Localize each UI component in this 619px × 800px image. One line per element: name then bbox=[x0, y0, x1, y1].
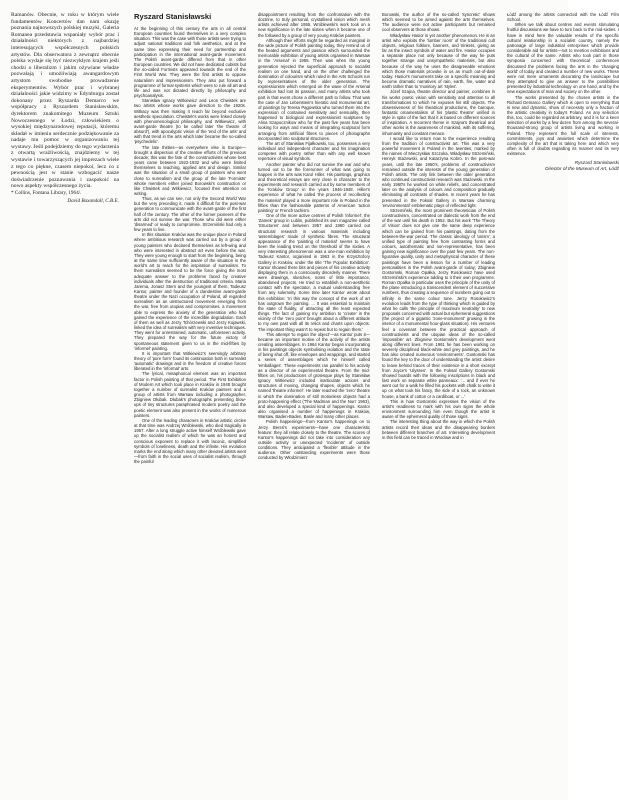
paragraph: One of the more active centres of Polish 'informel', the 'Zamek' group in Lublin, published its own magazine called 'Structures' and between 1957 and 1960 carried out structural research in various materials including 'assemblages' made of synthetic fibres. The structural appearance of the 'painting of material' seems to have been the leading trend on the threshold of the sixties. A very interesting phenomenon was a one-man exhibition by Tadeusz Kantor, organised in 1963 in the Krzysztofory Gallery in Kraków, under the title 'The Popular Exhibition'. Kantor showed there bits and pieces of his creative activity displaying them in a consciously disorderly manner. There were drawings, sketches, notes of little importance, abandoned projects. He tried to establish a non-aesthetic contact with the spectator, a mutual understanding free from any solemnity. Some time later Kantor wrote about this exhibition: 'In this way the concept of the work of art has outgrown the painting. ... It was essential to maintain the state of fluidity, of attracting all the least expected things. The fact of gaining my ambition to 'create' in the vicinity of the 'zero point' brought about a different attitude to my own past with all its relics and charts upon objects. The important thing wasn't to repeat but to regain them.' bbox=[258, 213, 370, 332]
paragraph: The interesting thing about the way in which the Polish artists record their ideas and the disappearing borders between different branches of art. Interesting development in this field can be traced in Wrocław and in bbox=[382, 419, 495, 440]
paragraph: Borowski, the author of the so-called 'syncretic' shows which seemed to be aimed against the arts themselves. The audience were not active participants but remained cool observers at those shows. bbox=[382, 12, 495, 33]
paragraph: At the beginning of this century the arts in all central European countries found themselves in a very complex situation. This was the case with those artists were trying to adjust national traditions and folk aesthetics, and at the same time expressing their need for partnership and participation in the international avant-garde movement. The Polish avant-garde differed from that in other European countries. We did not have dedicated cubists but the so-called Formists appeared towards the end of the First World War. They were the first artists to oppose naturalism and impressionism. They also put forward a programme of formal systems which were to rule all art and life and was not dictated directly by philosophy and psychoanalysis. bbox=[134, 26, 246, 99]
paragraph: Józef Szajna, theatre director and painter, combines in his works poetic vision with sensitivity and attention to all transformations to which he exposes his still objects. The obsessiveness of his theatrical productions, the baroque, fantastic ornamentalism of his 'plastic theatre' unified in style in spite of the fact that it is based on different sources of inspiration. A recurrent theme in Szajna's theatrical and other works is the awareness of mankind, with its suffering, inhumanity and constant menace. bbox=[382, 89, 495, 136]
paragraph: This is how Gostomski expresses the vision of the artist's readiness to mark with his own signs the whole environment surrounding him even though the artist is aware of the ephemeral quality of those signs. bbox=[382, 398, 495, 420]
column-3 bbox=[258, 12, 370, 461]
paragraph: Although their efforts might be regarded as marginal in the wide picture of Polish painting today, they remind us of the heated arguments and passion which surrounded the memorable exhibition of young artists organised in Warsaw in the 'Arsenal' in 1955. Then was when the young generation rejected the superficial approach to socialist realism on one hand, and on the other challenged the domination of colourism which ruled in the Arts Schools run by representatives of the older generation. The expressionism which emerged on the wave of the Arsenal exhibition had lost its passion, and many artists who took part in that event chose a different path to follow. That was the case of Jan Lebenstein's hieratic and monumental art, of paintings by Teresa Pągowska who turned them into the expression of contained sensitivity and sensuality, then happened to biological and expressionist sculptures by Alina Szapocznikow who for the past five years has been looking for ways and means of integrating sculptural form arranging from artificial fibres to pieces of photographs incorporated into sculptural structures. bbox=[258, 37, 370, 141]
author-heading: Ryszard Stanisławski bbox=[134, 12, 212, 21]
signature-block bbox=[507, 160, 619, 171]
paragraph: Stanisław Ignacy Witkiewicz and Leon Chwistek are two artists whose works gave direction to the 1920s. Witkacy was then making it reach far beyond exclusive aesthetic speculation. Chwistek's works were linked closely with phenomenological philosophy, and Witkiewicz, with avant-garde theatre (to be called later 'the theatre of absurd'), with apocalyptic vision of the 'end of the arts' and with that trend in the arts which later became the so-called 'psychedelic'. bbox=[134, 98, 246, 145]
column-polish bbox=[11, 12, 119, 204]
column-2 bbox=[134, 12, 246, 464]
paragraph: disappointment resulting from the confrontation with the doctrine, to truly personal, crystallised vision which mesh artists achieved after 1955. Wróblewski's work took on a new significance in the late sixties when it became one of the followed by a group of very young Kraków painters. bbox=[258, 12, 370, 38]
paragraph: It is important that Witkiewicz's seemingly arbitrary theory of 'pure form' found its continuation both in surrealist 'automatic' drawings and in the freedom of creative forces liberated in the 'informal' arts. bbox=[134, 350, 246, 372]
paragraph: Another painter who did not survive the war and who turned out to be the forerunner of what was going to happen in the arts was Karol Hiller. His paintings, graphics and theoretical essays are very close in character to the experiments and research carried out by some members of the 'Kraków Group' in the years 1946-1948. Hiller's experience of what he called 'the process of recollecting the material' played a more important role in Poland in the fifties than the fashionable patterns of American 'action painting' or French tachism. bbox=[258, 161, 370, 213]
signature-baxandall: David Baxandall, C.B.E. bbox=[67, 198, 119, 205]
paragraph: I would like to return now to the experience resulting from the tradition of constructivist art. This was a very powerful movement in Poland in the twenties, marked by the names of Mieczysław Szczuka, Władysław Strzemiński, Henryk Stażewski, and Katarzyna Kobro. In the post-war years, until the late 1950's, problems of constructivism remained outside the interests of the young generation of Polish artists. The only link between the older generation who continued constructivist research was Stażewski. In the early 1960's he worked on white reliefs, and concentrated later on the analysis of colours and composition gradually eliminating all contrasts of shades. In recent years he has presented in the Foksal Gallery in Warsaw charming 'environmental' emblematic plays of reflected light. bbox=[382, 135, 495, 208]
column-5 bbox=[507, 12, 619, 172]
paragraph: One of the leading characters in Kraków artistic circles at that time was Andrzej Wróblewski, who died tragically in 1957. After a long struggle active himself Wróblewski gave up the socialist realism of which he was an honest and conscious exponent to replace it with laconic, simplified symbols of loneliness, death and the infinite. His evolution marks the end along which many other devoted artists went—from faith in the social uses of socialist realism, through the painful bbox=[134, 417, 246, 465]
paragraph: The late thirties—as everywhere else in Europe—brought a dispersion of the creative efforts of the previous decade; this was the fate of the constructivists whose best years came between 1922-1932 and who were limited themselves to teaching, applied arts and design. Similar was the situation of a small group of painters who went close to surrealism and the group of the late 'Formists' whose members either joined Borowski's construction or like Chwistek and Witkiewicz, focused their attention on writing. bbox=[134, 144, 246, 196]
paragraph: In this situation Kraków was the unique place in Poland where ambitious research was carried out by a group of young painters who declared themselves as left-wing and who were interested in abstract art even before the war. They were young enough to start from the beginning, being at the same time sufficiently aware of the situation in the world's art to reach for the inspiration of surrealism. To them surrealism seemed to be the force giving the most adequate answer to the problems faced by creative individuals after the destruction of traditional criteria. Maria Jarema, Jonasz Stern and the youngest of them, Tadeusz Kantor, painter and founder of a clandestine avant-garde theatre under the Nazi occupation of Poland, all regarded surrealism as an unstructured movement emerging from the war, free from utopias and compromises, a movement able to express the anxiety of the generation who had gained the experience of the incredible degradation. Each of them as well as Jerzy Tchórzewski and Jerzy Kujawski, linked the idea of surrealism with very inventive techniques. They went for unrestrained, automatic, unforeseen activity. They prepared the way for the future victory of spontaneous statement given to us in the mid-fifties by 'informel' painting. bbox=[134, 232, 246, 351]
paragraph: The art of Stanisław Fijałkowski, too, possesses a very individual and independent character and his imagination competes with poetry rather than with any well known repertoire of visual symbols. bbox=[258, 140, 370, 162]
quote-source: * Collins, Fontana Library, 1964/. bbox=[11, 190, 82, 197]
column-4 bbox=[382, 12, 495, 440]
paragraph: Łódź among the artists connected with the Łódź Film School. bbox=[507, 12, 619, 23]
paragraph: The lyrical, metaphorical element was an important factor in Polish painting of that period. The First Exhibition of Modern Art which took place in Kraków in 1948 brought together a number of surrealist Kraków painters and a group of artists from Warsaw including a photographer, Zbigniew Dłubak. Dłubak's photographs presenting blow-ups of tiny structures paraphrased modern poetry and the poetic element was also present in the works of numerous painters. bbox=[134, 371, 246, 418]
polish-paragraph: Ramanów. Obecnie, w roku w którym wiele fundamentów Koncertów dan nam okazję poznania najnowszych polskiej muzyki, Galeria Romanea przedstawia wspaniały wybór prac i działalności niektórych z najbardziej interesujących współczesnych polskich artystów. Dla obserwatora z zewnątrz obecnie polska wydaje się być niezwykłym krajem jeśli chodzi o liberalizm i jakim ożywiane władze pozwalają i umożliwiają awangardowym artystom swobodne prowadzenie eksperymentów. Wybór prac i wybranej działalności jakie widzimy w Edynburgu został dokonany przez Ryszarda Demarco we współpracy z Ryszardem Stanisławskim, dyrektorem znakomitego Muzeum Sztuki Nowoczesnego w Łodzi, człowiekiem o wysokiej międzynarodowej reputacji, któremu składał w imieniu serdecznie podziękowanie za nadaje mu pomoc w organizowaniu tej wystawy. Jeśli podejdziemy do tego wydarzenia z otwartą wrażliwością, znajdziemy w tej wystawie i towarzyszących jej imprezach wiele z tego co piękne, czasem niepokoi, lecz co z pewnością jest w stanie wzbogacić nasze doświadczenie poznawania i zaspokoić na nowo aspekty współczesnego życia. bbox=[11, 12, 119, 190]
paragraph: Thus, as we can see, not only the Second World War but the very preceding it, made it difficult for the post-war generation to communicate with the avant-garde of the first half of the century. The other of the former pioneers of the arts did not survive the war. Those who did were either 'disarmed' or ready to compromise. Strzemiński had only a few years to live. bbox=[134, 196, 246, 233]
paragraph: Strzemiński, the most prominent theoretician of Polish constructivism, concentrated on dialectic work from the end of the war until his death in 1952. But his work 'The Theory of Vision' does not give one the same deep experience which can be gained from his paintings, dating from the between-the-war period. The classic ideology of 'unism', a unified type of painting free from contrasting forms and colours, autothematic and non-representative, has been gaining new significance over the past few years. The non-figurative quality, unity and metaphysical character of these paintings have been a lesson for a number of leading personalities in the Polish avant-garde of today; Zbigniew Gostomski, Roman Opałka, Jerzy Rosołowicz have used Strzemiński's experience adding to it their own programme. Roman Opałka in particular uses the principle of the unity of the plane introducing a transcendent element of successive numbers, thus creating a sequence of numbers going out to infinity in the same colour tone. Jerzy Rosołowicz's evolution leads from the type of thinking which is guided by what he calls 'the principle of maximum neutrality' to new proposals concerned with actual but ephemeral suggestions (the project of a gigantic 'zone-monument' growing in the interior of a monumental hour-glass situation). His ventures feel a covenant between the practical approach of constructivists and the utopian ideas of the so-called 'impossible' art. Zbigniew Gostomski's development went along different lines. From 1961 he has been working on severely disciplined black-white and grey paintings, and he has also created numerous 'environments'. Gostomski has found the key to the door of understanding the artist: desire to leave behind traces of their existence in a short excerpt from Joyce's 'Ulysses'. In the Foksal Gallery Gostomski showed boards with the following inscriptions in black and fast work on separate white panneaux: '... and if ever he went out for a walk he filled his pockets with chalk to write it up on what took his fancy, the side of a rock, an unknown house, a bank of cotton or a cardiboat, or ...' bbox=[382, 207, 495, 399]
paragraph: Władysław Hasior is yet another phenomenon. He is an artist who exploits the 'lumber room' of the traditional cult objects, religious folklore, banners, and trinkets, giving as far as the insect symbols of water and fire. Hasior occupies a separate place not only because of the way he puts together strange and unsympathetic materials, but also because of the way he uses the disagreeable emotions which those materials provoke in us as much out-of-date today. Hasior's monuments take on a specific meaning and become dramatic narratives of rain, earth, fire, water and earth rather than to 'monitory art 'styles'. bbox=[382, 32, 495, 90]
signature-name: Ryszard Stanisławski bbox=[574, 160, 619, 166]
paragraph: The works presented by the chosen artists in the Richard Demarco Gallery which is open to everything that is new and dynamic, show of necessity only a fraction of the artistic creativity in today's Poland. As any selection this, too, could be regarded as arbitrary, and it is for a keen selection of works by a few dozen from among the several-thousand-strong group of artists living and working in Poland. They represent the full scale of interests, commitments, joys and anxieties which determine the complexity of the art that is taking here and which very often is full of doubts regarding its manner and its very existence. bbox=[507, 94, 619, 157]
paragraph: Polish happenings—from Kantor's happenings on to Jerzy Bereś's experiments—have one characteristic feature: they all relate closely to the theatre. The scores of Kantor's happenings did not take into consideration any outside activity or unexpected 'incidents' of outside conditions. They anticipated a 'flexible' attitude in the audience. Other outstanding experiments were those conducted by Włodzimierz bbox=[258, 419, 370, 461]
signature-role: Director of the Museum of Art, Łódź bbox=[545, 165, 619, 171]
paragraph: This attempt 'to regain the object'—as Kantor puts it—became an important motive of the activity of the artists creating assemblages. In 1964 Kantor began incorporating in his paintings objects symbolising isolation and the state of being shut off, like envelopes and wrappings, and started a series of assemblages which he himself called 'emballages'. These experiments ran parallel to his activity as a director of an experimental theatre. From the mid-fifties on, his productions of grotesque plays by Stanisław Ignacy Witkiewicz included inarticulate actions and structures of moving, changing shapes, objects which he named 'theatre informel'. He later reached the 'zero' theatre in which the domination of still motionless objects had a proto-happening effect ('The Madman and the Nun' 1963), and also developed a special kind of happenings. Kantor also organised a number of happenings in Kraków, Warsaw, Baden-Baden, Basle and many other places. bbox=[258, 331, 370, 420]
paragraph: When we talk about centres and events stimulating fruitful discussions we have to turn back to the mid-sixties. I have in mind here the valuable results of the specific cultural relationship in a socialist country, namely the patronage of large industrial enterprises which provide considerable aid for artists—not to mention exhibitions and the cultural of the same. Artists who took part in those symposia concerned with theoretical conferences discussed the problems facing the arts in the 'changing world' of today and created a number of new works. These were not mere ornaments decorating the landscape but they attempted to give an answer to the possibilities presented by industrial technology on one hand, and by the new expectations of man and society on the other. bbox=[507, 22, 619, 95]
